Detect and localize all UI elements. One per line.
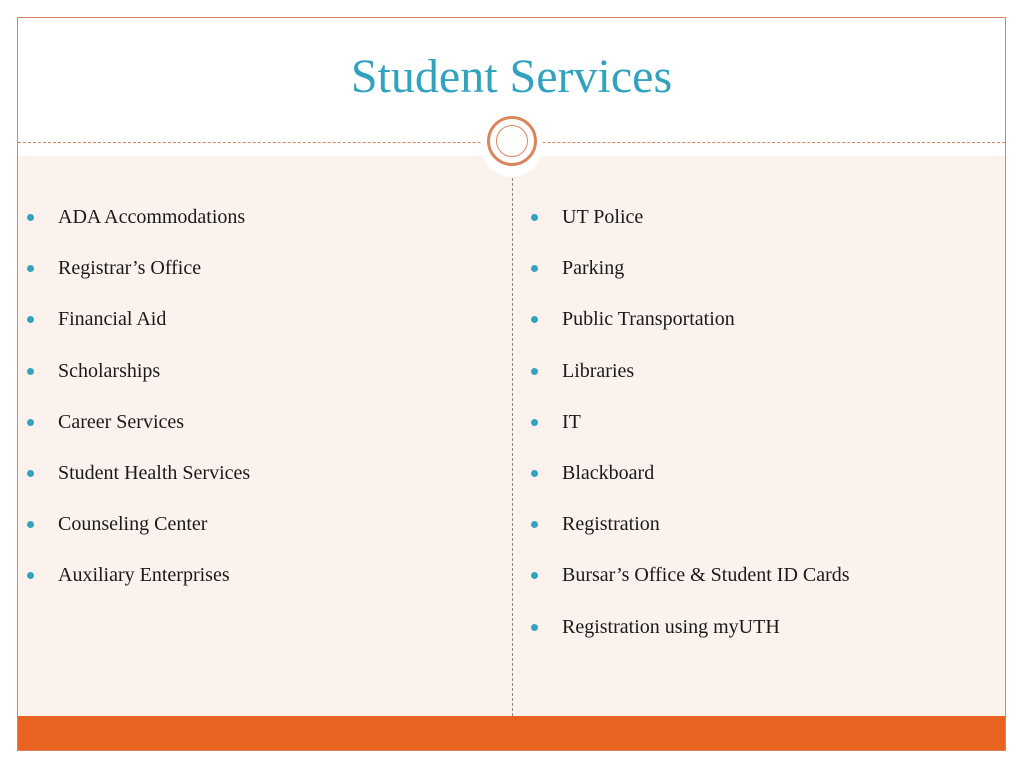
round-bullet-icon (531, 368, 538, 375)
list-item-label: ADA Accommodations (58, 206, 246, 228)
list-item-label: Blackboard (562, 461, 655, 484)
round-bullet-icon (531, 572, 538, 579)
round-bullet-icon (531, 470, 538, 477)
list-item-label: Scholarships (58, 359, 161, 382)
round-bullet-icon (27, 419, 34, 426)
list-item (531, 563, 850, 614)
list-item-label: Career Services (58, 410, 185, 433)
round-bullet-icon (531, 214, 538, 221)
list-item (27, 512, 250, 563)
list-item-label: Parking (562, 257, 625, 280)
ornament-inner-circle (496, 125, 528, 157)
list-item (531, 307, 850, 358)
list-item (27, 410, 250, 461)
list-item-label: Counseling Center (58, 513, 208, 536)
round-bullet-icon (27, 368, 34, 375)
round-bullet-icon (27, 316, 34, 323)
list-item-label: Financial Aid (58, 308, 167, 331)
list-item-label: Student Health Services (58, 461, 251, 484)
column-divider (512, 178, 513, 716)
round-bullet-icon (531, 316, 538, 323)
list-item (531, 205, 850, 256)
round-bullet-icon (531, 521, 538, 528)
list-item (27, 359, 250, 410)
list-item (531, 359, 850, 410)
list-item (27, 461, 250, 512)
round-bullet-icon (27, 470, 34, 477)
round-bullet-icon (27, 521, 34, 528)
list-item (531, 512, 850, 563)
list-item (531, 615, 850, 666)
list-item-label: UT Police (562, 206, 644, 228)
list-item (531, 410, 850, 461)
list-item (27, 563, 250, 614)
round-bullet-icon (531, 419, 538, 426)
round-bullet-icon (27, 572, 34, 579)
list-item-label: Public Transportation (562, 308, 735, 331)
right-service-list (531, 205, 850, 666)
list-item-label: IT (562, 410, 581, 433)
round-bullet-icon (531, 265, 538, 272)
double-circle-ornament-icon (487, 116, 537, 166)
list-item-label: Registration (562, 513, 660, 536)
left-service-list (27, 205, 250, 615)
slide-title: Student Services (350, 50, 673, 103)
round-bullet-icon (531, 624, 538, 631)
list-item (27, 307, 250, 358)
list-item (27, 205, 250, 256)
list-item (531, 461, 850, 512)
footer-bar (18, 716, 1005, 751)
list-item-label: Bursar’s Office & Student ID Cards (562, 564, 850, 587)
list-item (27, 256, 250, 307)
list-item-label: Libraries (562, 359, 635, 382)
list-item-label: Registrar’s Office (58, 257, 202, 280)
list-item (531, 256, 850, 307)
list-item-label: Registration using myUTH (562, 615, 780, 638)
list-item-label: Auxiliary Enterprises (58, 564, 230, 587)
round-bullet-icon (27, 265, 34, 272)
round-bullet-icon (27, 214, 34, 221)
